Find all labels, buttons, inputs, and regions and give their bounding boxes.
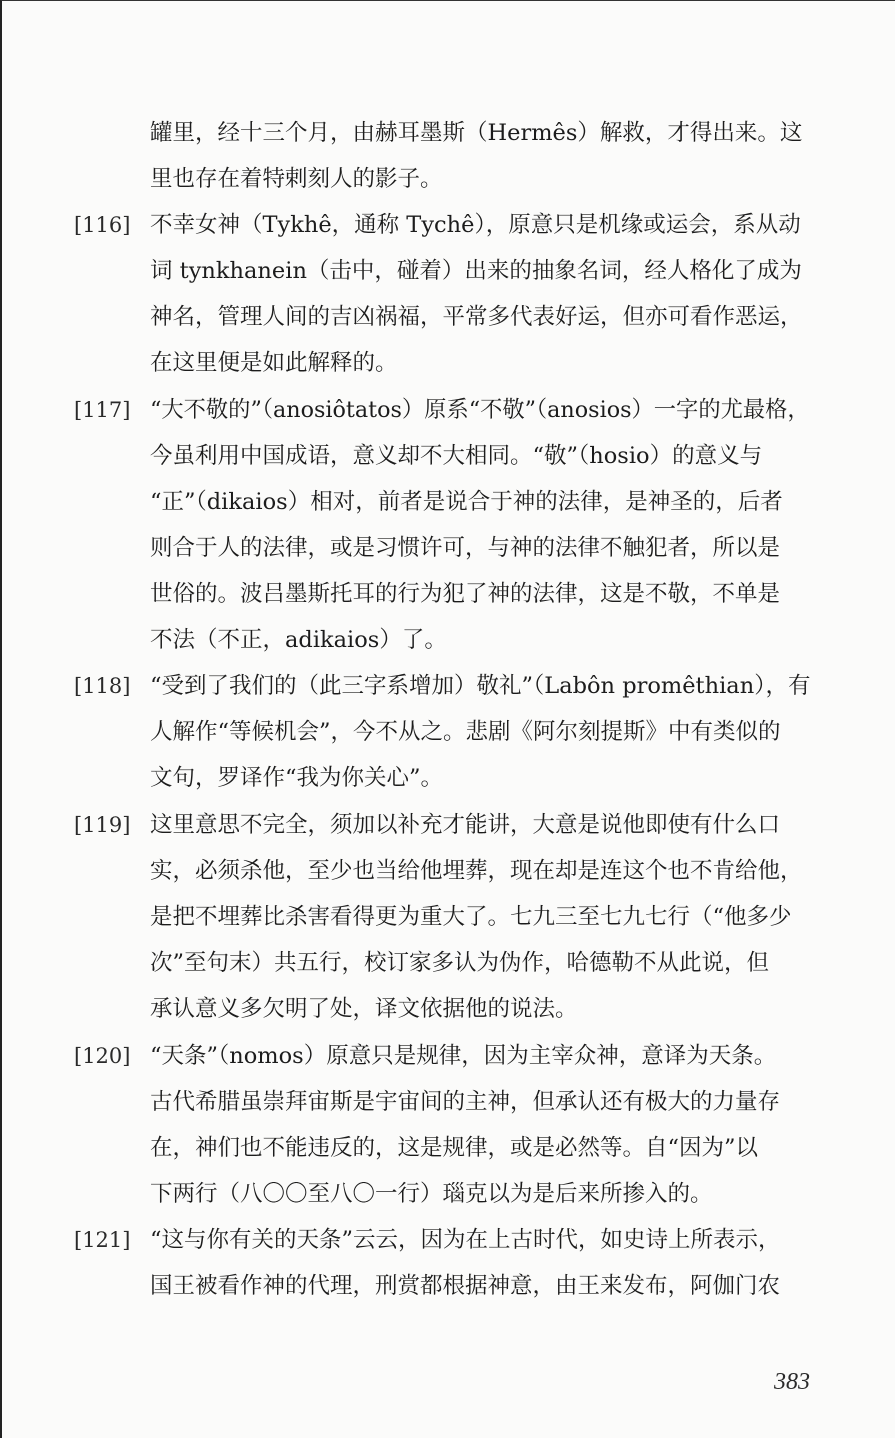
text-line: “大不敬的”（anosiôtatos）原系“不敬”（anosios）一字的尤最格， (150, 397, 810, 423)
text-line: 承认意义多欠明了处，译文依据他的说法。 (150, 996, 578, 1022)
note-number: [120] (74, 1044, 131, 1068)
text-line: 是把不埋葬比杀害看得更为重大了。七九三至七九七行（“他多少 (150, 904, 792, 930)
text-line: 则合于人的法律，或是习惯许可，与神的法律不触犯者，所以是 (150, 535, 781, 561)
text-line: 文句，罗译作“我为你关心”。 (150, 765, 444, 791)
note-number: [119] (74, 813, 131, 837)
text-line: 古代希腊虽崇拜宙斯是宇宙间的主神，但承认还有极大的力量存 (150, 1089, 781, 1115)
text-line: 下两行（八〇〇至八〇一行）瑙克以为是后来所掺入的。 (150, 1181, 713, 1207)
text-line: 不法（不正，adikaios）了。 (150, 627, 447, 653)
note-number: [118] (74, 674, 131, 698)
text-line: 世俗的。波吕墨斯托耳的行为犯了神的法律，这是不敬，不单是 (150, 581, 781, 607)
note-number: [116] (74, 213, 131, 237)
text-line: 里也存在着特剌刻人的影子。 (150, 166, 443, 192)
text-line: “天条”（nomos）原意只是规律，因为主宰众神，意译为天条。 (150, 1043, 777, 1069)
text-line: 词 tynkhanein（击中，碰着）出来的抽象名词，经人格化了成为 (150, 258, 802, 284)
text-line: 次”至句末）共五行，校订家多认为伪作，哈德勒不从此说，但 (150, 950, 770, 976)
note-number: [117] (74, 398, 131, 422)
text-line: 罐里，经十三个月，由赫耳墨斯（Hermês）解救，才得出来。这 (150, 120, 803, 146)
page-number: 383 (774, 1369, 810, 1395)
text-line: “这与你有关的天条”云云，因为在上古时代，如史诗上所表示， (150, 1227, 781, 1253)
text-line: 不幸女神（Tykhê，通称 Tychê），原意只是机缘或运会，系从动 (150, 212, 801, 238)
text-line: 实，必须杀他，至少也当给他埋葬，现在却是连这个也不肯给他， (150, 858, 803, 884)
text-line: 这里意思不完全，须加以补充才能讲，大意是说他即使有什么口 (150, 812, 781, 838)
text-line: “受到了我们的（此三字系增加）敬礼”（Labôn promêthian），有 (150, 673, 811, 699)
text-line: “正”（dikaios）相对，前者是说合于神的法律，是神圣的，后者 (150, 489, 783, 515)
text-line: 国王被看作神的代理，刑赏都根据神意，由王来发布，阿伽门农 (150, 1273, 781, 1299)
text-line: 在这里便是如此解释的。 (150, 350, 398, 376)
text-line: 神名，管理人间的吉凶祸福，平常多代表好运，但亦可看作恶运， (150, 304, 803, 330)
text-line: 在，神们也不能违反的，这是规律，或是必然等。自“因为”以 (150, 1135, 759, 1161)
note-number: [121] (74, 1228, 131, 1252)
text-line: 今虽利用中国成语，意义却不大相同。“敬”（hosio）的意义与 (150, 443, 763, 469)
text-line: 人解作“等候机会”，今不从之。悲剧《阿尔刻提斯》中有类似的 (150, 719, 781, 745)
